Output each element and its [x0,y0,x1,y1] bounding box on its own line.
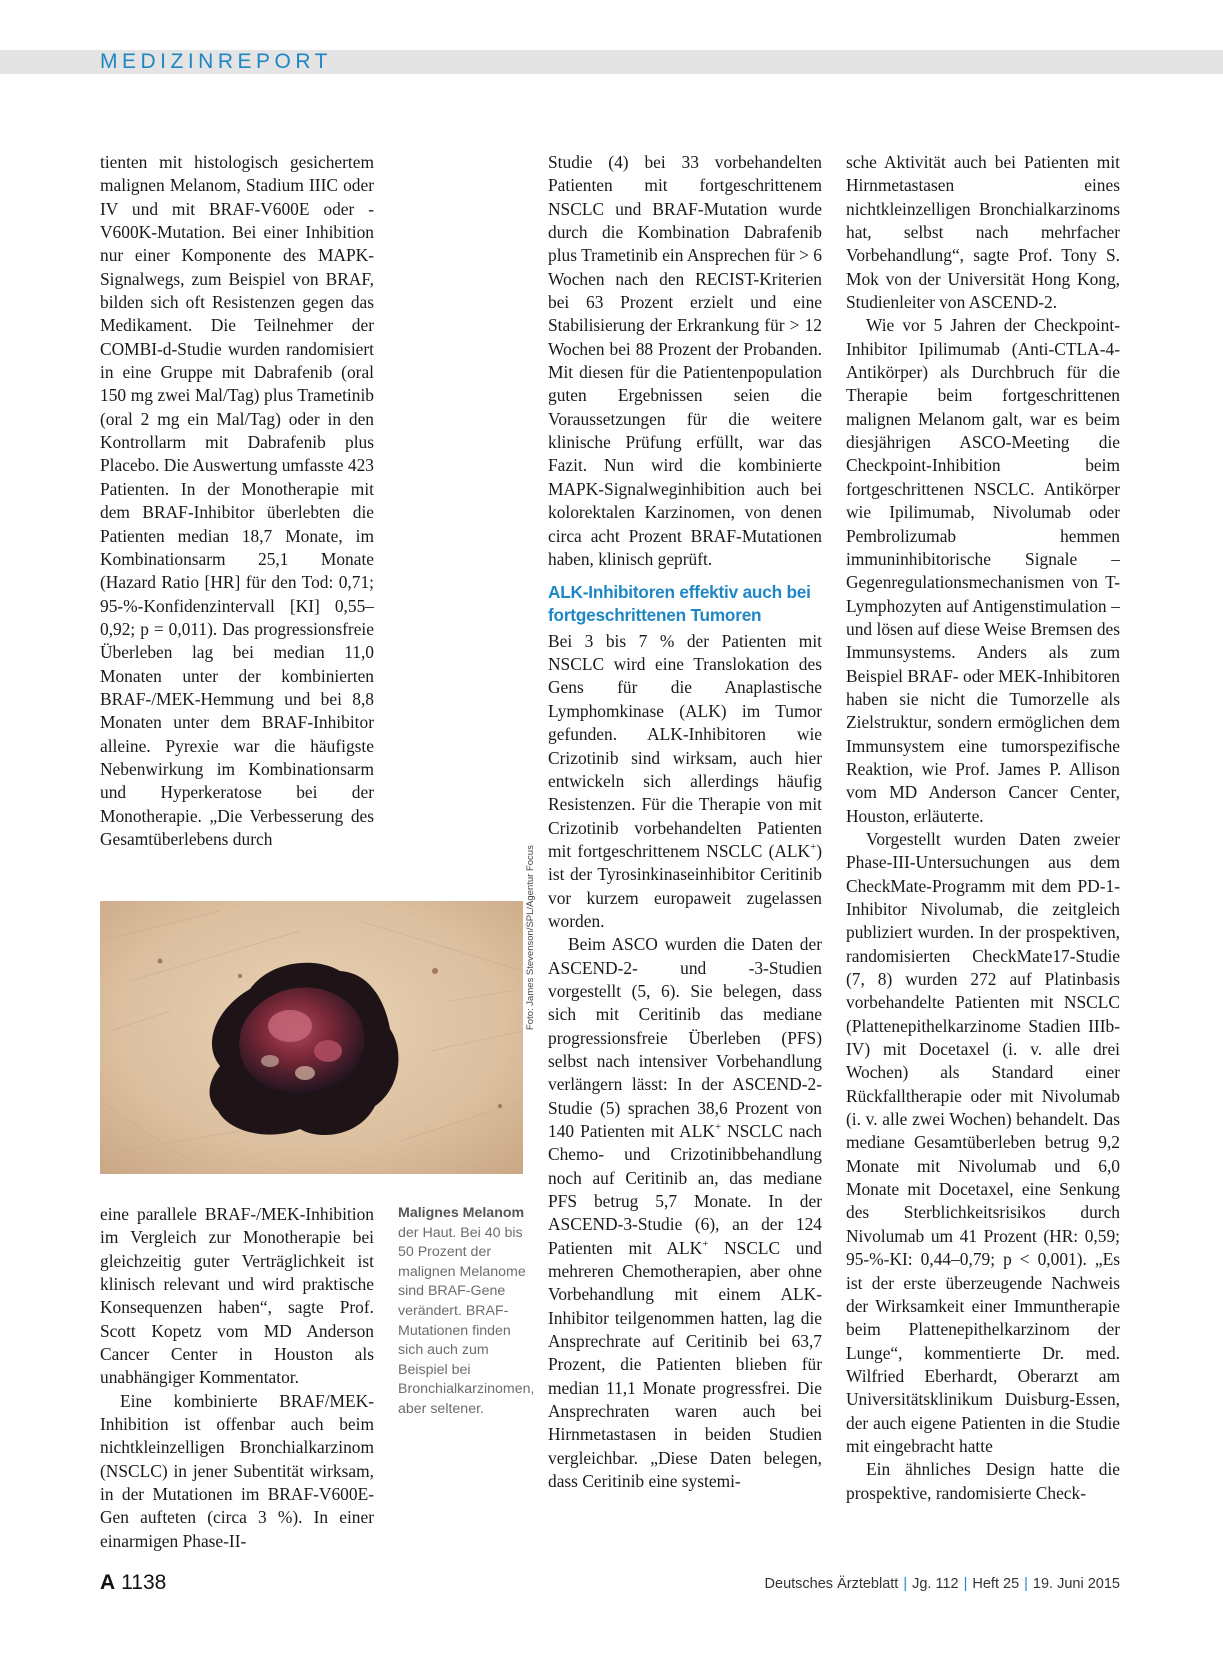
paragraph: Ein ähnliches Design hatte die prospektive, randomisierte Check- [846,1459,1120,1503]
column-1-top [100,151,374,851]
paragraph: tienten mit histologisch gesichertem malignen Melanom, Stadium IIIC oder IV und mit BRAF-V600E oder -V600K-Mutation. Bei einer Inhibition nur einer Komponente des MAPK-Signalwegs, zum Beispiel von BRAF, bilden sich oft Resistenzen gegen das Medikament. Die Teilnehmer der COMBI-d-Studie wurden randomisiert in eine Gruppe mit Dabrafenib (oral 150 mg zwei Mal/Tag) plus Trametinib (oral 2 mg ein Mal/Tag) oder in den Kontrollarm mit Dabrafenib plus Placebo. Die Auswertung umfasste 423 Patienten. In der Monotherapie mit dem BRAF-Inhibitor überlebten die Patienten median 18,7 Monate, im Kombinationsarm 25,1 Monate (Hazard Ratio [HR] für den Tod: 0,71; 95-%-Konfidenzintervall [KI] 0,55–0,92; p = 0,011). Das progressionsfreie Überleben lag bei median 11,0 Monaten unter der kombinierten BRAF-/MEK-Hemmung und bei 8,8 Monaten unter dem BRAF-Inhibitor alleine. Pyrexie war die häufigste Nebenwirkung im Kombinationsarm und Hyperkeratose bei der Monotherapie. „Die Verbesserung des Gesamtüberlebens durch [100,152,374,849]
melanoma-image [100,901,523,1174]
journal-date: 19. Juni 2015 [1032,1576,1120,1592]
subheading: ALK-Inhibitoren effektiv auch bei fortgeschrittenen Tumoren [548,582,811,626]
photo-credit: Foto: James Stevenson/SPL/Agentur Focus [525,845,536,1030]
caption-title: Malignes Melanom [398,1205,525,1221]
figure-caption [398,1204,535,1420]
column-1-bottom [100,1203,374,1553]
paragraph: Wie vor 5 Jahren der Checkpoint-Inhibitor Ipilimumab (Anti-CTLA-4-Antikörper) als Durchbruch für die Therapie beim fortgeschrittenen malignen Melanom galt, war es beim diesjährigen ASCO-Meeting die Checkpoint-Inhibition beim fortgeschrittenen NSCLC. Antikörper wie Ipilimumab, Nivolumab oder Pembrolizumab hemmen immuninhibitorische Signale – Gegenregulationsmechanismen von T-Lymphozyten auf Antigenstimulation – und lösen auf diese Weise Bremsen des Immunsystems. Anders als zum Beispiel BRAF- oder MEK-Inhibitoren haben sie nicht die Tumorzelle als Zielstruktur, sondern ermöglichen dem Immunsystem eine tumorspezifische Reaktion, wie Prof. James P. Allison vom MD Anderson Cancer Center, Houston, erläuterte. [846,315,1120,826]
paragraph: Studie (4) bei 33 vorbehandelten Patienten mit fortgeschrittenem NSCLC und BRAF-Mutation wurde durch die Kombination Dabrafenib plus Trametinib ein Ansprechen für > 6 Wochen nach den RECIST-Kriterien bei 63 Prozent erzielt und eine Stabilisierung der Erkrankung für > 12 Wochen bei 88 Prozent der Probanden. Mit diesen für die Patientenpopulation guten Ergebnissen seien die Voraussetzungen für die weitere klinische Prüfung erfüllt, war das Fazit. Nun wird die kombinierte MAPK-Signalweginhibition auch bei kolorektalen Karzinomen, von denen circa acht Prozent BRAF-Mutationen haben, klinisch geprüft. [548,152,822,569]
column-3 [846,151,1120,1505]
journal-info: Deutsches Ärzteblatt | Jg. 112 | Heft 25 | 19. Juni 2015 [764,1576,1120,1592]
paragraph: Beim ASCO wurden die Daten der ASCEND-2- und -3-Studien vorgestellt (5, 6). Sie belegen, dass sich mit Ceritinib das mediane progressionsfreie Überleben (PFS) selbst nach intensiver Vorbehandlung verlängern lässt: In der ASCEND-2-Studie (5) sprachen 38,6 Prozent von 140 Patienten mit ALK+ NSCLC nach Chemo- und Crizotinibbehandlung noch auf Ceritinib an, das mediane PFS betrug 5,7 Monate. In der ASCEND-3-Studie (6), an der 124 Patienten mit ALK+ NSCLC und mehreren Chemotherapien, aber ohne Vorbehandlung mit einem ALK-Inhibitor teilgenommen hatten, lag die Ansprechrate auf Ceritinib bei 63,7 Prozent, die Patienten blieben für median 11,1 Monate progressfrei. Die Ansprechraten waren auch bei Hirnmetastasen in beiden Studien vergleichbar. „Diese Daten belegen, dass Ceritinib eine systemi- [548,934,822,1492]
section-title: MEDIZINREPORT [100,50,332,73]
page-number: A 1138 [100,1571,167,1594]
journal-volume: Jg. 112 [912,1576,959,1592]
paragraph: Eine kombinierte BRAF/MEK-Inhibition ist offenbar auch beim nichtkleinzelligen Bronchialkarzinom (NSCLC) in jener Subentität wirksam, in der Mutationen im BRAF-V600E-Gen aufteten (circa 3 %). In einer einarmigen Phase-II- [100,1390,374,1551]
paragraph: sche Aktivität auch bei Patienten mit Hirnmetastasen eines nichtkleinzelligen Bronchialkarzinoms hat, selbst nach mehrfacher Vorbehandlung“, sagte Prof. Tony S. Mok von der Universität Hong Kong, Studienleiter von ASCEND-2. [846,152,1120,313]
paragraph: Vorgestellt wurden Daten zweier Phase-III-Untersuchungen aus dem CheckMate-Programm mit dem PD-1-Inhibitor Nivolumab, die zeitgleich publiziert wurden. In der prospektiven, randomisierten CheckMate17-Studie (7, 8) wurden 272 auf Platinbasis vorbehandelte Patienten mit NSCLC (Plattenepithelkarzinome Stadien IIIb-IV) mit Docetaxel (i. v. alle drei Wochen) als Standard einer Rückfalltherapie oder mit Nivolumab (i. v. alle zwei Wochen) behandelt. Das mediane Gesamtüberleben betrug 9,2 Monate mit Nivolumab und 6,0 Monate mit Docetaxel, eine Senkung des Sterblichkeitsrisikos durch Nivolumab um 41 Prozent (HR: 0,59; 95-%-KI: 0,44–0,79; p < 0,001). „Es ist der erste überzeugende Nachweis der Wirksamkeit einer Immuntherapie beim Plattenepithelkarzinom der Lunge“, kommentierte Dr. med. Wilfried Eberhardt, Oberarzt am Universitätsklinikum Duisburg-Essen, der auch eigene Patienten in die Studie mit eingebracht hatte [846,828,1120,1456]
journal-name: Deutsches Ärzteblatt [764,1576,899,1592]
journal-issue: Heft 25 [972,1576,1020,1592]
paragraph: eine parallele BRAF-/MEK-Inhibition im Vergleich zur Monotherapie bei gleichzeitig guter Verträglichkeit ist klinisch relevant und wird praktische Konsequenzen haben“, sagte Prof. Scott Kopetz vom MD Anderson Cancer Center in Houston als unabhängiger Kommentator. [100,1204,374,1388]
melanoma-photo [100,901,523,1174]
caption-text: der Haut. Bei 40 bis 50 Prozent der malignen Melanome sind BRAF-Gene verändert. BRAF-Mutationen finden sich auch zum Beispiel bei Bronchialkarzinomen, aber seltener. [398,1224,535,1417]
column-2 [548,151,822,1494]
paragraph: Bei 3 bis 7 % der Patienten mit NSCLC wird eine Translokation des Gens für die Anaplastische Lymphomkinase (ALK) im Tumor gefunden. ALK-Inhibitoren wie Crizotinib sind wirksam, auch hier entwickeln sich allerdings häufig Resistenzen. Für die Therapie von mit Crizotinib vorbehandelten Patienten mit fortgeschrittenem NSCLC (ALK+) ist der Tyrosinkinaseinhibitor Ceritinib vor kurzem europaweit zugelassen worden. [548,630,822,931]
